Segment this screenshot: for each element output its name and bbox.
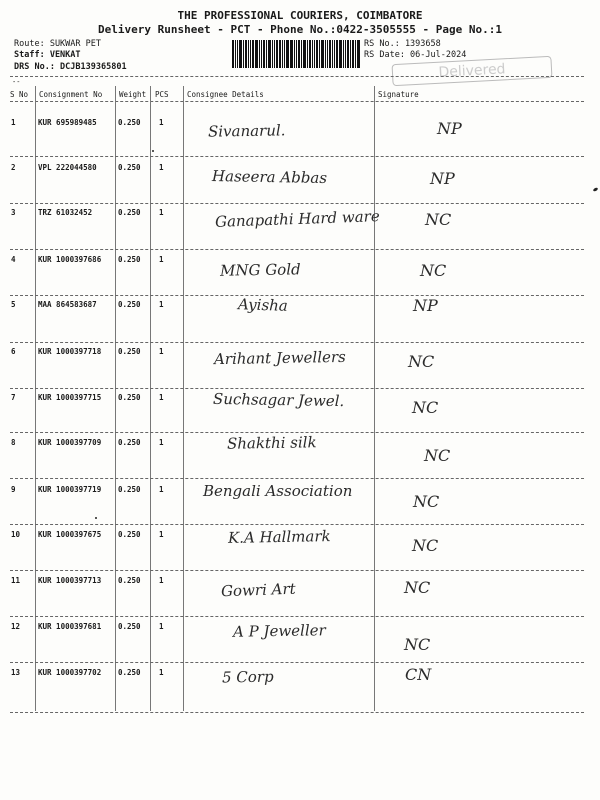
row-signature-handwritten: NC — [404, 635, 431, 654]
barcode-bar — [282, 40, 283, 68]
row-pcs: 1 — [159, 118, 164, 127]
row-weight: 0.250 — [118, 393, 141, 402]
barcode-bar — [268, 40, 271, 68]
col-header-consignment: Consignment No — [39, 90, 103, 99]
barcode-bar — [235, 40, 236, 68]
row-divider — [10, 342, 584, 343]
barcode-bar — [243, 40, 244, 68]
barcode-bar — [272, 40, 273, 68]
barcode-bar — [357, 40, 360, 68]
row-consignment-no: KUR 1000397715 — [38, 393, 102, 402]
row-divider — [10, 616, 584, 617]
row-signature-handwritten: NC — [412, 536, 439, 555]
row-pcs: 1 — [159, 438, 164, 447]
row-consignee-handwritten: K.A Hallmark — [227, 527, 331, 547]
rs-number: RS No.: 1393658 — [364, 39, 441, 49]
row-divider — [10, 478, 584, 479]
row-weight: 0.250 — [118, 255, 141, 264]
barcode-bar — [303, 40, 306, 68]
row-signature-handwritten: NC — [408, 352, 435, 371]
row-weight: 0.250 — [118, 163, 141, 172]
row-sno: 11 — [11, 576, 21, 585]
barcode-bar — [336, 40, 338, 68]
delivered-stamp: Delivered — [392, 56, 553, 86]
barcode-bar — [290, 40, 291, 68]
barcode-bar — [252, 40, 254, 68]
row-consignment-no: VPL 222044580 — [38, 163, 97, 172]
row-sno: 4 — [11, 255, 16, 264]
scan-speck — [95, 517, 97, 519]
row-consignee-handwritten: Haseera Abbas — [211, 166, 328, 188]
barcode-bar — [350, 40, 351, 68]
row-sno: 13 — [11, 668, 21, 677]
rule-top — [10, 76, 584, 77]
route-label: Route: SUKWAR PET — [14, 39, 101, 49]
barcode-bar — [291, 40, 293, 68]
row-divider — [10, 156, 584, 157]
barcode-bar — [239, 40, 242, 68]
col-header-consignee: Consignee Details — [187, 90, 264, 99]
row-weight: 0.250 — [118, 438, 141, 447]
barcode-bar — [316, 40, 318, 68]
col-divider — [115, 86, 116, 711]
row-consignee-handwritten: Ayisha — [237, 295, 289, 315]
row-consignment-no: KUR 1000397675 — [38, 530, 102, 539]
row-divider — [10, 570, 584, 571]
row-signature-handwritten: CN — [405, 665, 432, 684]
col-header-weight: Weight — [119, 90, 147, 99]
barcode-bar — [237, 40, 238, 68]
row-consignee-handwritten: Shakthi silk — [226, 433, 317, 453]
barcode-bar — [284, 40, 285, 68]
row-pcs: 1 — [159, 163, 164, 172]
row-pcs: 1 — [159, 530, 164, 539]
barcode-bar — [339, 40, 342, 68]
barcode-bar — [301, 40, 302, 68]
row-consignee-handwritten: A P Jeweller — [232, 621, 326, 641]
row-pcs: 1 — [159, 347, 164, 356]
row-consignment-no: KUR 1000397702 — [38, 668, 102, 677]
row-signature-handwritten: NC — [412, 398, 439, 417]
row-weight: 0.250 — [118, 300, 141, 309]
row-signature-handwritten: NC — [420, 261, 447, 280]
barcode-bar — [276, 40, 278, 68]
barcode-bar — [298, 40, 300, 68]
barcode-bar — [355, 40, 356, 68]
row-pcs: 1 — [159, 208, 164, 217]
rs-date: RS Date: 06-Jul-2024 — [364, 50, 467, 60]
barcode-bar — [321, 40, 324, 68]
barcode-bar — [325, 40, 326, 68]
row-signature-handwritten: NC — [404, 578, 431, 597]
row-divider — [10, 662, 584, 663]
row-pcs: 1 — [159, 576, 164, 585]
row-weight: 0.250 — [118, 208, 141, 217]
col-divider — [150, 86, 151, 711]
row-weight: 0.250 — [118, 530, 141, 539]
barcode-bar — [345, 40, 346, 68]
barcode-bar — [250, 40, 251, 68]
row-pcs: 1 — [159, 668, 164, 677]
barcode-bar — [352, 40, 354, 68]
barcode-bar — [314, 40, 315, 68]
barcode-bar — [248, 40, 249, 68]
barcode-bar — [343, 40, 344, 68]
barcode-bar — [307, 40, 308, 68]
row-pcs: 1 — [159, 485, 164, 494]
barcode-bar — [245, 40, 247, 68]
barcode-bar — [319, 40, 320, 68]
row-consignment-no: TRZ 61032452 — [38, 208, 93, 217]
runsheet-subtitle: Delivery Runsheet - PCT - Phone No.:0422-3505555 - Page No.:1 — [98, 23, 502, 36]
barcode-bar — [294, 40, 295, 68]
drs-number: DRS No.: DCJB139365801 — [14, 62, 127, 72]
row-sno: 12 — [11, 622, 21, 631]
row-consignee-handwritten: 5 Corp — [221, 667, 274, 687]
row-consignee-handwritten: Suchsagar Jewel. — [212, 389, 345, 411]
header-dash-mark: -- — [12, 78, 21, 86]
barcode-bar — [332, 40, 333, 68]
row-sno: 3 — [11, 208, 16, 217]
row-divider — [10, 524, 584, 525]
row-weight: 0.250 — [118, 485, 141, 494]
row-pcs: 1 — [159, 393, 164, 402]
barcode-bar — [263, 40, 265, 68]
barcode-bar — [334, 40, 335, 68]
col-divider — [374, 86, 375, 711]
company-title: THE PROFESSIONAL COURIERS, COIMBATORE — [177, 9, 423, 22]
rule-header — [10, 101, 584, 102]
row-sno: 7 — [11, 393, 16, 402]
row-divider — [10, 249, 584, 250]
barcode-bar — [329, 40, 331, 68]
col-header-signature: Signature — [378, 90, 419, 99]
row-pcs: 1 — [159, 300, 164, 309]
barcode-bar — [232, 40, 234, 68]
col-divider — [183, 86, 184, 711]
row-sno: 10 — [11, 530, 21, 539]
barcode-bar — [274, 40, 275, 68]
row-sno: 2 — [11, 163, 16, 172]
row-signature-handwritten: NP — [430, 169, 455, 188]
staff-label: Staff: VENKAT — [14, 50, 81, 60]
row-sno: 8 — [11, 438, 16, 447]
barcode-bar — [312, 40, 313, 68]
row-signature-handwritten: NC — [413, 492, 440, 511]
col-header-pcs: PCS — [155, 90, 169, 99]
barcode-bar — [261, 40, 262, 68]
col-divider — [35, 86, 36, 711]
row-divider — [10, 295, 584, 296]
row-weight: 0.250 — [118, 622, 141, 631]
row-consignee-handwritten: Gowri Art — [220, 579, 296, 601]
barcode-bar — [266, 40, 267, 68]
row-consignee-handwritten: Bengali Association — [203, 482, 353, 500]
row-consignment-no: KUR 1000397686 — [38, 255, 102, 264]
row-divider — [10, 203, 584, 204]
row-consignment-no: KUR 695989485 — [38, 118, 97, 127]
row-weight: 0.250 — [118, 347, 141, 356]
barcode-bar — [255, 40, 258, 68]
row-signature-handwritten: NP — [413, 296, 438, 315]
row-consignee-handwritten: Sivanarul. — [207, 121, 286, 141]
row-sno: 5 — [11, 300, 16, 309]
row-divider — [10, 712, 584, 713]
row-weight: 0.250 — [118, 668, 141, 677]
col-header-sno: S No — [10, 90, 29, 99]
row-sno: 6 — [11, 347, 16, 356]
barcode-bar — [296, 40, 297, 68]
row-weight: 0.250 — [118, 576, 141, 585]
barcode-bar — [347, 40, 349, 68]
row-consignee-handwritten: MNG Gold — [219, 260, 301, 280]
row-pcs: 1 — [159, 622, 164, 631]
row-consignment-no: KUR 1000397709 — [38, 438, 102, 447]
row-sno: 1 — [11, 118, 16, 127]
row-weight: 0.250 — [118, 118, 141, 127]
barcode — [232, 40, 360, 68]
row-divider — [10, 388, 584, 389]
row-sno: 9 — [11, 485, 16, 494]
row-consignment-no: KUR 1000397719 — [38, 485, 102, 494]
barcode-bar — [327, 40, 328, 68]
barcode-bar — [286, 40, 289, 68]
row-signature-handwritten: NP — [437, 119, 462, 138]
row-consignment-no: KUR 1000397713 — [38, 576, 102, 585]
row-consignee-handwritten: Arihant Jewellers — [213, 347, 346, 369]
row-consignee-handwritten: Ganapathi Hard ware — [214, 207, 380, 231]
barcode-bar — [309, 40, 311, 68]
scan-speck — [152, 150, 154, 152]
scan-speck — [593, 187, 599, 192]
row-consignment-no: MAA 864583687 — [38, 300, 97, 309]
row-consignment-no: KUR 1000397681 — [38, 622, 102, 631]
barcode-bar — [259, 40, 260, 68]
barcode-bar — [279, 40, 281, 68]
row-pcs: 1 — [159, 255, 164, 264]
row-signature-handwritten: NC — [425, 210, 452, 229]
row-signature-handwritten: NC — [424, 446, 451, 465]
row-consignment-no: KUR 1000397718 — [38, 347, 102, 356]
